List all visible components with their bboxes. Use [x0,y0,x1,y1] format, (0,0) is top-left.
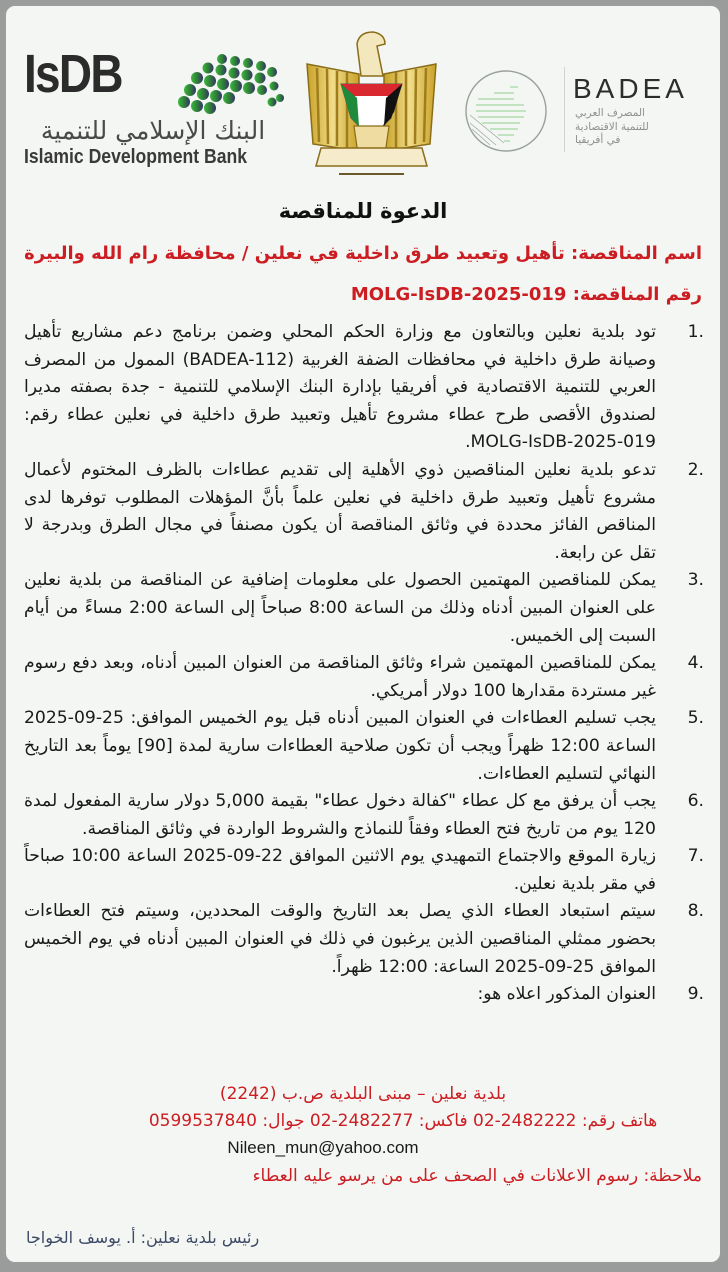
item-text: العنوان المذكور اعلاه هو: [477,984,656,1005]
badea-divider [564,67,565,152]
advertising-fees-note: ملاحظة: رسوم الاعلانات في الصحف على من يرسو عليه العطاء [252,1166,702,1186]
list-item [24,705,704,788]
item-text: يمكن للمناقصين المهتمين الحصول على معلومات إضافية عن المناقصة من بلدية نعلين على العنوان المبين أدناه وذلك من الساعة 8:00 صباحاً إلى الساعة 2:00 مساءً من أيام السبت إلى الخميس. [24,570,656,646]
palestinian-eagle-emblem-icon [299,26,444,186]
tender-announcement [3,3,723,1265]
item-number: 3. [687,570,704,591]
item-text: يجب أن يرفق مع كل عطاء "كفالة دخول عطاء" بقيمة 5,000 دولار سارية المفعول لمدة 120 يوم من تاريخ فتح العطاء وفقاً للنماذج والشروط الواردة في وثائق المناقصة. [24,791,656,839]
list-item [24,650,704,705]
contact-email[interactable]: Nileen_mun@yahoo.com [227,1138,419,1157]
tender-terms-list [24,319,704,1009]
badea-logo [461,61,711,161]
badea-arabic-line: للتنمية الاقتصادية [575,120,649,133]
item-number: 8. [687,901,704,922]
item-text: زيارة الموقع والاجتماع التمهيدي يوم الاثنين الموافق 22-09-2025 الساعة 10:00 صباحاً في مقر بلدية نعلين. [24,846,657,894]
logo-header [6,6,720,196]
list-item [24,567,704,650]
isdb-logo [24,46,284,176]
item-number: 7. [687,846,704,867]
item-number: 5. [687,708,704,729]
item-number: 4. [687,653,704,674]
page-title: الدعوة للمناقصة [278,199,448,223]
item-number: 9. [687,984,704,1005]
item-text: سيتم استبعاد العطاء الذي يصل بعد التاريخ والوقت المحددين، وسيتم فتح العطاءات بحضور ممثلي المناقصين الذين يرغبون في ذلك في العنوان المبين أدناه في يوم الخميس الموافق 25-09-2025 الساعة: 12:00 ظهراً. [24,901,656,977]
item-text: تدعو بلدية نعلين المناقصين ذوي الأهلية إلى تقديم عطاءات بالظرف المختوم لأعمال مشروع تأهيل وتعبيد طرق داخلية في نعلين علماً بأنَّ المؤهلات المطلوب توفرها لدى المناقص الفائز محددة في وثائق المناقصة أن يكون مصنفاً في مجال الطرق وبدرجة لا تقل عن رابعة. [24,459,656,563]
item-text: تود بلدية نعلين وبالتعاون مع وزارة الحكم المحلي وضمن برنامج دعم مشاريع تأهيل وصيانة طرق داخلية في محافظات الضفة الغربية (BADEA-112) الممول من المصرف العربي للتنمية الاقتصادية في أفريقيا بإدارة البنك الإسلامي للتنمية - جدة بصفته مديرا لصندوق الأقصى طرح عطاء مشروع تأهيل وتعبيد طرق داخلية في نعلين عطاء رقم: MOLG-IsDB-2025-019. [24,322,656,453]
list-item [24,898,704,981]
list-item [24,788,704,843]
list-item [24,981,704,1009]
isdb-wordmark: IsDB [24,44,122,104]
isdb-arabic-name: البنك الإسلامي للتنمية [40,116,266,145]
item-number: 2. [687,459,704,480]
item-text: يمكن للمناقصين المهتمين شراء وثائق المناقصة من العنوان المبين أدناه، وبعد دفع رسوم غير مستردة مقدارها 100 دولار أمريكي. [24,653,656,701]
badea-arabic-line: في أفريقيا [575,134,621,146]
item-number: 6. [687,791,704,812]
tender-name: اسم المناقصة: تأهيل وتعبيد طرق داخلية في نعلين / محافظة رام الله والبيرة [24,243,702,264]
list-item [24,457,704,567]
tender-number: رقم المناقصة: MOLG-IsDB-2025-019 [350,284,702,305]
badea-arabic-line: المصرف العربي [575,107,645,119]
isdb-globe-icon [164,50,288,120]
badea-arabic-name [575,107,675,148]
list-item [24,843,704,898]
africa-map-icon [464,69,548,153]
contact-address: بلدية نعلين – مبنى البلدية ص.ب (2242) [219,1084,507,1104]
isdb-english-name: Islamic Development Bank [24,146,248,168]
contact-phones: هاتف رقم: 2482222-02 فاكس: 2482277-02 جوال: 0599537840 [148,1111,658,1131]
item-text: يجب تسليم العطاءات في العنوان المبين أدناه قبل يوم الخميس الموافق: 25-09-2025 الساعة 12:00 ظهراً ويجب أن تكون صلاحية العطاءات سارية لمدة [90] يوماً بعد التاريخ النهائي لتسليم العطاءات. [24,708,657,784]
mayor-signature: رئيس بلدية نعلين: أ. يوسف الخواجا [26,1228,260,1247]
list-item [24,319,704,457]
badea-wordmark: BADEA [573,73,688,104]
item-number: 1. [687,322,704,342]
